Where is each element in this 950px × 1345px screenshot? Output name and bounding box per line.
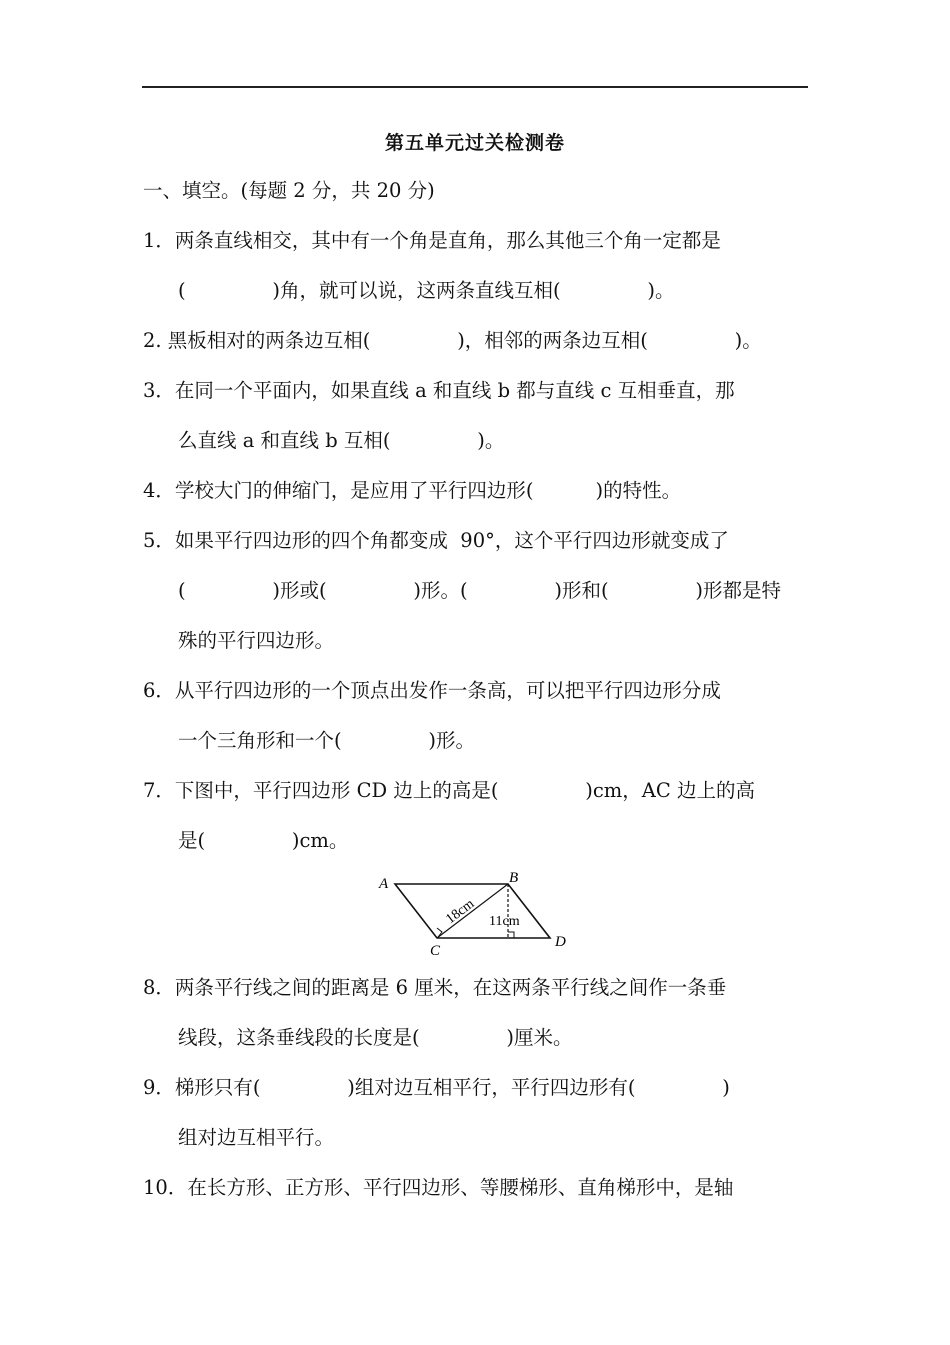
question-9-line-1: 9．梯形只有( )组对边互相平行，平行四边形有( ) — [143, 1076, 730, 1099]
question-1-line-2: ( )角，就可以说，这两条直线互相( )。 — [178, 279, 675, 302]
page-title: 第五单元过关检测卷 — [384, 132, 565, 154]
right-angle-mark-ac — [437, 928, 442, 937]
right-angle-mark-cd — [508, 932, 514, 938]
question-5-line-1: 5．如果平行四边形的四个角都变成 90°，这个平行四边形就变成了 — [143, 529, 729, 552]
question-5-line-2: ( )形或( )形。( )形和( )形都是特 — [178, 579, 781, 602]
question-7-line-2: 是( )cm。 — [178, 829, 349, 852]
question-4-line-1: 4．学校大门的伸缩门，是应用了平行四边形( )的特性。 — [143, 479, 682, 502]
question-6-line-2: 一个三角形和一个( )形。 — [178, 729, 475, 752]
question-1-line-1: 1．两条直线相交，其中有一个角是直角，那么其他三个角一定都是 — [143, 229, 721, 252]
question-3-line-2: 么直线 a 和直线 b 互相( )。 — [178, 429, 505, 452]
vertex-label-d: D — [555, 934, 566, 950]
question-9-line-2: 组对边互相平行。 — [178, 1126, 335, 1149]
length-label-11cm: 11cm — [489, 914, 520, 929]
top-rule — [142, 86, 808, 88]
question-3-line-1: 3．在同一个平面内，如果直线 a 和直线 b 都与直线 c 互相垂直，那 — [143, 379, 735, 402]
vertex-label-a: A — [379, 876, 389, 892]
vertex-label-c: C — [430, 943, 441, 958]
question-8-line-2: 线段，这条垂线段的长度是( )厘米。 — [178, 1026, 573, 1049]
question-6-line-1: 6．从平行四边形的一个顶点出发作一条高，可以把平行四边形分成 — [143, 679, 721, 702]
section-heading: 一、填空。(每题 2 分，共 20 分) — [143, 179, 435, 202]
length-label-18cm: 18cm — [443, 896, 478, 928]
question-7-line-1: 7．下图中，平行四边形 CD 边上的高是( )cm，AC 边上的高 — [143, 779, 755, 802]
question-2-line-1: 2. 黑板相对的两条边互相( )，相邻的两条边互相( )。 — [143, 329, 762, 352]
vertex-label-b: B — [509, 870, 519, 886]
parallelogram-figure — [370, 866, 580, 958]
question-10-line-1: 10．在长方形、正方形、平行四边形、等腰梯形、直角梯形中，是轴 — [143, 1176, 734, 1199]
question-8-line-1: 8．两条平行线之间的距离是 6 厘米，在这两条平行线之间作一条垂 — [143, 976, 727, 999]
question-5-line-3: 殊的平行四边形。 — [178, 629, 335, 652]
